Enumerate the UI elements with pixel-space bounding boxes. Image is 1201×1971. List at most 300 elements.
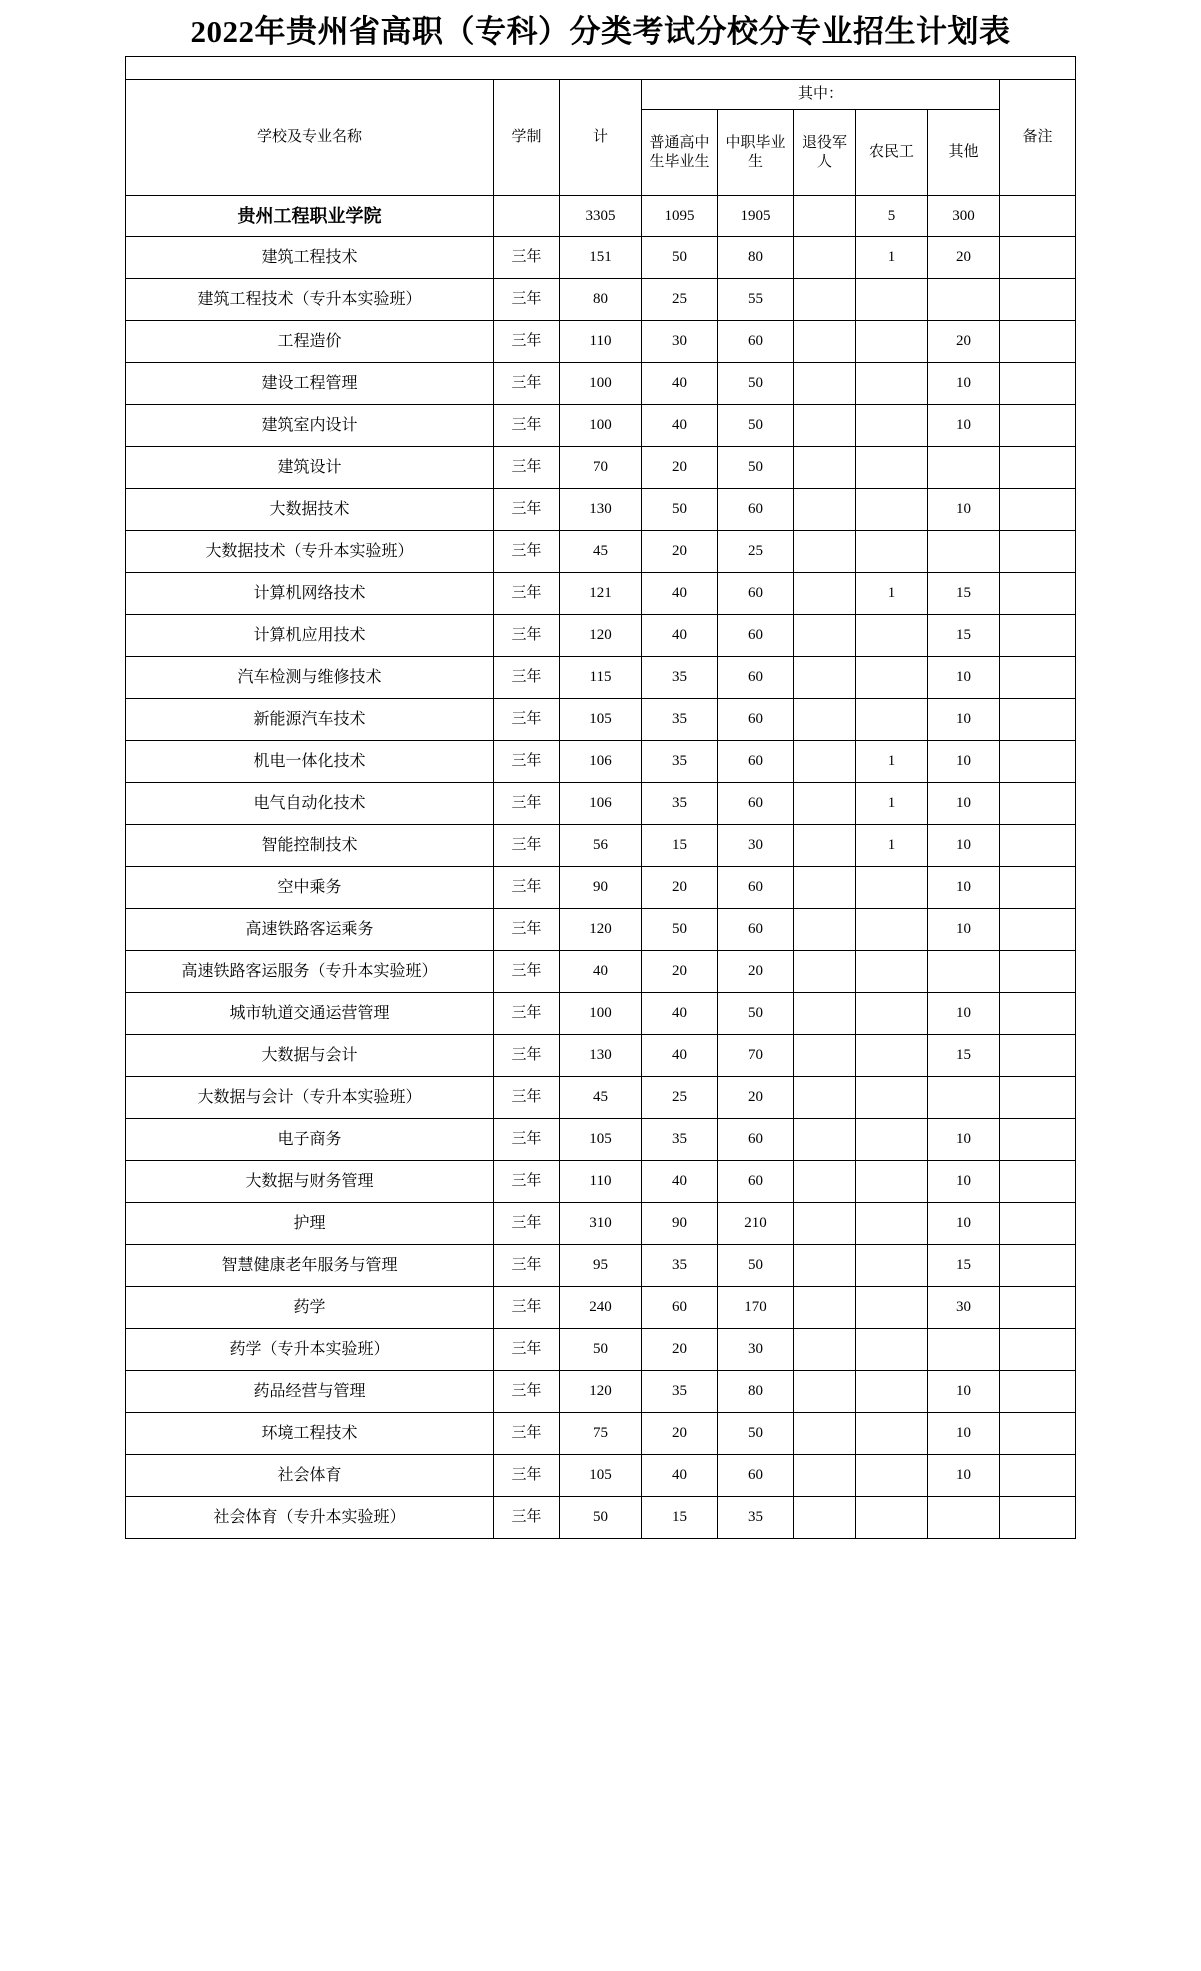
major-vocational: 80 [717,1371,793,1413]
major-total: 56 [559,825,641,867]
major-vocational: 20 [717,1077,793,1119]
table-row [125,1413,1075,1455]
major-ordinary: 40 [641,363,717,405]
major-name: 药品经营与管理 [125,1371,493,1413]
major-name: 机电一体化技术 [125,741,493,783]
major-other: 10 [927,825,999,867]
major-ordinary: 35 [641,741,717,783]
major-name: 建筑工程技术（专升本实验班） [125,279,493,321]
major-years: 三年 [493,741,559,783]
major-remark [999,1497,1075,1539]
major-years: 三年 [493,657,559,699]
major-veteran [793,1497,855,1539]
major-vocational: 35 [717,1497,793,1539]
major-total: 105 [559,1119,641,1161]
major-years: 三年 [493,279,559,321]
table-row [125,741,1075,783]
table-row [125,1203,1075,1245]
major-ordinary: 40 [641,1035,717,1077]
major-vocational: 60 [717,699,793,741]
school-ordinary: 1095 [641,196,717,237]
major-remark [999,951,1075,993]
table-row [125,867,1075,909]
major-name: 工程造价 [125,321,493,363]
major-years: 三年 [493,447,559,489]
major-farmer [855,321,927,363]
table-row [125,237,1075,279]
major-farmer [855,993,927,1035]
major-other: 10 [927,783,999,825]
major-name: 社会体育（专升本实验班） [125,1497,493,1539]
major-total: 105 [559,699,641,741]
major-remark [999,699,1075,741]
major-name: 大数据与会计（专升本实验班） [125,1077,493,1119]
major-years: 三年 [493,993,559,1035]
table-row [125,657,1075,699]
major-other [927,1329,999,1371]
major-total: 95 [559,1245,641,1287]
major-name: 大数据与财务管理 [125,1161,493,1203]
table-row [125,951,1075,993]
major-remark [999,1413,1075,1455]
major-name: 药学 [125,1287,493,1329]
major-remark [999,447,1075,489]
table-row [125,615,1075,657]
major-total: 50 [559,1329,641,1371]
major-years: 三年 [493,1161,559,1203]
major-vocational: 60 [717,867,793,909]
major-years: 三年 [493,699,559,741]
major-veteran [793,993,855,1035]
major-years: 三年 [493,1119,559,1161]
major-remark [999,783,1075,825]
major-vocational: 25 [717,531,793,573]
major-other: 10 [927,489,999,531]
table-row [125,447,1075,489]
major-total: 115 [559,657,641,699]
major-other: 10 [927,363,999,405]
major-remark [999,909,1075,951]
major-name: 大数据技术（专升本实验班） [125,531,493,573]
major-other: 10 [927,867,999,909]
major-ordinary: 20 [641,531,717,573]
major-name: 高速铁路客运乘务 [125,909,493,951]
table-row [125,321,1075,363]
major-total: 45 [559,531,641,573]
major-years: 三年 [493,237,559,279]
major-ordinary: 20 [641,447,717,489]
major-total: 70 [559,447,641,489]
table-row [125,405,1075,447]
major-total: 100 [559,405,641,447]
major-farmer [855,405,927,447]
major-veteran [793,237,855,279]
major-veteran [793,447,855,489]
major-years: 三年 [493,615,559,657]
table-row [125,909,1075,951]
major-ordinary: 20 [641,1329,717,1371]
major-vocational: 60 [717,657,793,699]
page-title: 2022年贵州省高职（专科）分类考试分校分专业招生计划表 [190,13,1011,49]
major-years: 三年 [493,1455,559,1497]
major-years: 三年 [493,1497,559,1539]
major-years: 三年 [493,825,559,867]
major-years: 三年 [493,1203,559,1245]
table-row [125,1287,1075,1329]
header-ordinary-high-school: 普通高中生毕业生 [641,110,717,196]
major-remark [999,1455,1075,1497]
table-top-spacer-cell [125,57,1075,80]
major-other: 10 [927,909,999,951]
school-years [493,196,559,237]
major-total: 110 [559,321,641,363]
school-vocational: 1905 [717,196,793,237]
major-name: 建筑室内设计 [125,405,493,447]
major-total: 120 [559,1371,641,1413]
major-years: 三年 [493,405,559,447]
major-farmer [855,909,927,951]
major-ordinary: 15 [641,1497,717,1539]
major-remark [999,867,1075,909]
major-years: 三年 [493,1245,559,1287]
major-veteran [793,825,855,867]
major-farmer [855,699,927,741]
major-vocational: 50 [717,363,793,405]
major-name: 智慧健康老年服务与管理 [125,1245,493,1287]
table-row [125,1119,1075,1161]
major-other: 15 [927,615,999,657]
major-vocational: 50 [717,405,793,447]
major-ordinary: 15 [641,825,717,867]
major-ordinary: 40 [641,615,717,657]
table-row [125,783,1075,825]
major-veteran [793,615,855,657]
table-row [125,993,1075,1035]
major-farmer: 1 [855,825,927,867]
major-farmer [855,951,927,993]
major-veteran [793,951,855,993]
major-vocational: 30 [717,825,793,867]
major-farmer [855,531,927,573]
major-name: 建筑设计 [125,447,493,489]
major-veteran [793,1245,855,1287]
major-remark [999,1287,1075,1329]
major-veteran [793,363,855,405]
major-ordinary: 20 [641,951,717,993]
major-years: 三年 [493,867,559,909]
major-total: 120 [559,615,641,657]
major-remark [999,1119,1075,1161]
major-veteran [793,1035,855,1077]
major-farmer [855,1203,927,1245]
major-vocational: 50 [717,1413,793,1455]
major-ordinary: 35 [641,1371,717,1413]
major-veteran [793,699,855,741]
table-row [125,363,1075,405]
major-remark [999,615,1075,657]
major-farmer [855,1413,927,1455]
school-farmer: 5 [855,196,927,237]
major-ordinary: 40 [641,573,717,615]
table-row [125,699,1075,741]
major-farmer [855,363,927,405]
major-name: 电气自动化技术 [125,783,493,825]
major-ordinary: 35 [641,699,717,741]
major-years: 三年 [493,1077,559,1119]
major-name: 汽车检测与维修技术 [125,657,493,699]
major-years: 三年 [493,783,559,825]
major-vocational: 60 [717,489,793,531]
major-farmer [855,1371,927,1413]
major-other: 10 [927,699,999,741]
major-ordinary: 20 [641,1413,717,1455]
major-ordinary: 30 [641,321,717,363]
major-remark [999,1371,1075,1413]
major-vocational: 20 [717,951,793,993]
major-remark [999,321,1075,363]
table-row [125,1329,1075,1371]
major-ordinary: 50 [641,909,717,951]
table-row [125,1497,1075,1539]
major-vocational: 60 [717,741,793,783]
major-vocational: 60 [717,1455,793,1497]
major-ordinary: 35 [641,1119,717,1161]
major-other: 15 [927,1035,999,1077]
major-remark [999,825,1075,867]
major-vocational: 60 [717,615,793,657]
major-other: 10 [927,657,999,699]
major-total: 240 [559,1287,641,1329]
major-farmer [855,1119,927,1161]
major-total: 100 [559,993,641,1035]
table-row [125,1371,1075,1413]
major-total: 106 [559,783,641,825]
major-name: 药学（专升本实验班） [125,1329,493,1371]
major-vocational: 60 [717,783,793,825]
major-remark [999,657,1075,699]
major-name: 社会体育 [125,1455,493,1497]
header-among-which: 其中： [641,80,999,110]
major-name: 空中乘务 [125,867,493,909]
major-farmer [855,1329,927,1371]
table-row [125,1077,1075,1119]
major-name: 计算机应用技术 [125,615,493,657]
major-veteran [793,405,855,447]
major-name: 护理 [125,1203,493,1245]
table-row [125,489,1075,531]
major-vocational: 170 [717,1287,793,1329]
major-other [927,951,999,993]
major-years: 三年 [493,909,559,951]
major-ordinary: 40 [641,405,717,447]
header-farmer: 农民工 [855,110,927,196]
major-other: 15 [927,573,999,615]
major-total: 106 [559,741,641,783]
major-veteran [793,1203,855,1245]
major-ordinary: 50 [641,237,717,279]
major-name: 建筑工程技术 [125,237,493,279]
major-veteran [793,1371,855,1413]
major-remark [999,405,1075,447]
header-vocational: 中职毕业生 [717,110,793,196]
major-years: 三年 [493,573,559,615]
major-veteran [793,1161,855,1203]
major-veteran [793,531,855,573]
major-name: 高速铁路客运服务（专升本实验班） [125,951,493,993]
major-years: 三年 [493,1035,559,1077]
major-years: 三年 [493,321,559,363]
header-remark: 备注 [999,80,1075,196]
major-veteran [793,741,855,783]
major-remark [999,1077,1075,1119]
major-veteran [793,657,855,699]
major-other [927,1077,999,1119]
school-name: 贵州工程职业学院 [125,196,493,237]
major-other [927,447,999,489]
table-row [125,1245,1075,1287]
school-other: 300 [927,196,999,237]
major-remark [999,573,1075,615]
major-name: 大数据与会计 [125,1035,493,1077]
major-rows-body [125,237,1075,1539]
major-years: 三年 [493,951,559,993]
major-other: 20 [927,237,999,279]
table-row [125,531,1075,573]
major-name: 城市轨道交通运营管理 [125,993,493,1035]
major-veteran [793,1287,855,1329]
major-veteran [793,783,855,825]
major-farmer: 1 [855,237,927,279]
major-remark [999,741,1075,783]
table-row [125,279,1075,321]
major-name: 环境工程技术 [125,1413,493,1455]
major-total: 45 [559,1077,641,1119]
header-veteran: 退役军人 [793,110,855,196]
major-vocational: 60 [717,573,793,615]
major-years: 三年 [493,1287,559,1329]
header-school-major: 学校及专业名称 [125,80,493,196]
major-ordinary: 35 [641,657,717,699]
major-ordinary: 40 [641,1161,717,1203]
major-veteran [793,1455,855,1497]
major-other: 10 [927,993,999,1035]
major-years: 三年 [493,489,559,531]
major-name: 建设工程管理 [125,363,493,405]
major-ordinary: 90 [641,1203,717,1245]
major-vocational: 50 [717,447,793,489]
major-remark [999,993,1075,1035]
major-other: 10 [927,1161,999,1203]
major-farmer: 1 [855,573,927,615]
document-title-row [126,0,1076,56]
major-years: 三年 [493,1413,559,1455]
table-row [125,1455,1075,1497]
major-ordinary: 40 [641,993,717,1035]
major-vocational: 60 [717,909,793,951]
major-total: 100 [559,363,641,405]
major-total: 80 [559,279,641,321]
major-farmer [855,657,927,699]
major-other: 10 [927,405,999,447]
major-other: 10 [927,1203,999,1245]
major-vocational: 60 [717,1161,793,1203]
header-years: 学制 [493,80,559,196]
major-vocational: 30 [717,1329,793,1371]
major-farmer: 1 [855,783,927,825]
major-other: 10 [927,1119,999,1161]
major-ordinary: 35 [641,1245,717,1287]
major-farmer [855,279,927,321]
major-farmer [855,1245,927,1287]
major-remark [999,279,1075,321]
major-vocational: 60 [717,321,793,363]
major-vocational: 80 [717,237,793,279]
major-name: 计算机网络技术 [125,573,493,615]
major-veteran [793,573,855,615]
major-farmer [855,867,927,909]
major-years: 三年 [493,363,559,405]
major-ordinary: 25 [641,1077,717,1119]
major-other [927,279,999,321]
major-total: 110 [559,1161,641,1203]
major-other: 10 [927,1413,999,1455]
major-other [927,1497,999,1539]
major-veteran [793,1413,855,1455]
major-vocational: 210 [717,1203,793,1245]
major-name: 新能源汽车技术 [125,699,493,741]
major-total: 40 [559,951,641,993]
school-remark [999,196,1075,237]
major-other: 20 [927,321,999,363]
major-remark [999,1035,1075,1077]
school-summary-row [125,196,1075,237]
major-vocational: 70 [717,1035,793,1077]
major-veteran [793,909,855,951]
school-total: 3305 [559,196,641,237]
major-veteran [793,1329,855,1371]
major-other: 30 [927,1287,999,1329]
major-other: 15 [927,1245,999,1287]
major-years: 三年 [493,1371,559,1413]
table-row [125,1035,1075,1077]
major-remark [999,1245,1075,1287]
major-remark [999,1161,1075,1203]
major-years: 三年 [493,531,559,573]
major-ordinary: 50 [641,489,717,531]
major-total: 50 [559,1497,641,1539]
major-farmer [855,489,927,531]
table-row [125,573,1075,615]
major-veteran [793,489,855,531]
major-farmer [855,1287,927,1329]
major-vocational: 50 [717,993,793,1035]
major-vocational: 50 [717,1245,793,1287]
major-farmer [855,447,927,489]
major-other: 10 [927,741,999,783]
major-remark [999,531,1075,573]
table-top-spacer-row [125,57,1075,80]
major-ordinary: 35 [641,783,717,825]
major-farmer [855,1077,927,1119]
major-ordinary: 20 [641,867,717,909]
major-remark [999,1203,1075,1245]
major-total: 90 [559,867,641,909]
major-veteran [793,1077,855,1119]
major-veteran [793,321,855,363]
major-total: 75 [559,1413,641,1455]
major-farmer [855,1497,927,1539]
major-vocational: 55 [717,279,793,321]
